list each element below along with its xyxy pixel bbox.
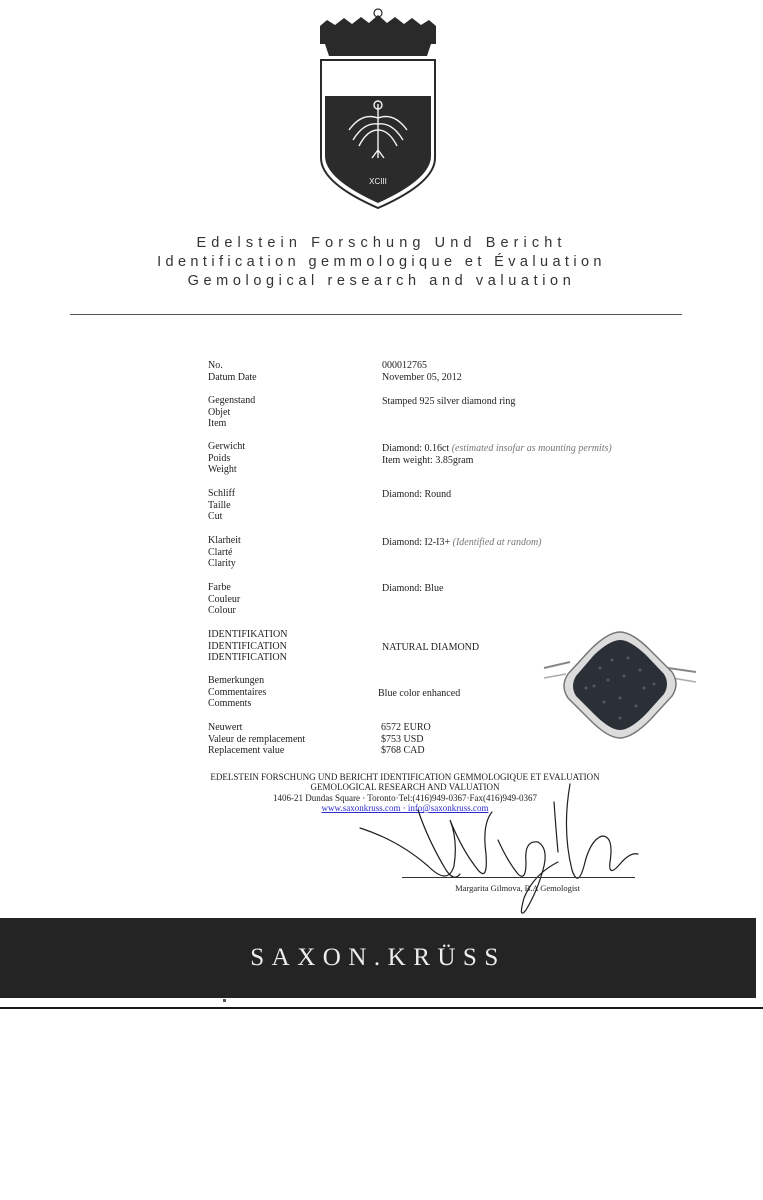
signatory-name: Margarita Gilmova, B.A Gemologist <box>455 883 580 893</box>
page-bottom-rule <box>0 1007 763 1009</box>
field-label: Farbe Couleur Colour <box>208 582 241 617</box>
handwritten-signature <box>358 770 648 920</box>
field-value-cut: Diamond: Round <box>382 489 452 500</box>
brand-banner <box>0 918 756 998</box>
field-value-weight: Diamond: 0.16ct (estimated insofar as mounting permits) Item weight: 3.85gram <box>382 443 612 466</box>
field-value-clarity: Diamond: I2-I3+ (Identified at random) <box>382 537 542 548</box>
field-value-number-date: 000012765 November 05, 2012 <box>382 360 462 383</box>
field-value-item: Stamped 925 silver diamond ring <box>382 396 516 407</box>
footer-web-email-link[interactable]: www.saxonkruss.com · info@saxonkruss.com <box>321 803 489 813</box>
footer-address: 1406-21 Dundas Square · Toronto·Tel:(416)949-0367·Fax(416)949-0367 <box>272 793 538 803</box>
crest-numeral: XCIII <box>369 177 387 186</box>
field-label: Gerwicht Poids Weight <box>208 441 246 476</box>
signature-line <box>402 877 635 878</box>
field-value-colour: Diamond: Blue <box>382 583 444 594</box>
weight-note: (estimated insofar as mounting permits) <box>451 443 612 454</box>
field-label: Klarheit Clarté Clarity <box>208 535 241 570</box>
clarity-note: (Identified at random) <box>452 537 542 548</box>
crest-logo <box>317 8 439 213</box>
scan-speck <box>223 999 226 1002</box>
header-divider <box>70 314 682 315</box>
field-label: IDENTIFIKATION IDENTIFICATION IDENTIFICATION <box>208 629 288 664</box>
field-value-identification: NATURAL DIAMOND <box>382 642 480 653</box>
ring-photo <box>540 628 702 744</box>
footer-company: EDELSTEIN FORSCHUNG UND BERICHT IDENTIFICATION GEMMOLOGIQUE ET EVALUATION <box>210 772 600 782</box>
header-english: Gemological research and valuation <box>187 273 576 289</box>
field-value-comments: Blue color enhanced <box>378 688 461 699</box>
field-label: Gegenstand Objet Item <box>208 395 256 430</box>
field-label: No. Datum Date <box>208 360 257 383</box>
footer-tagline: GEMOLOGICAL RESEARCH AND VALUATION <box>310 782 500 792</box>
field-label: Schliff Taille Cut <box>208 488 236 523</box>
brand-logo-text: SAXON.KRÜSS <box>250 944 506 971</box>
field-label: Neuwert Valeur de remplacement Replacement value <box>208 722 306 757</box>
field-value-replacement: 6572 EURO $753 USD $768 CAD <box>381 722 431 757</box>
field-label: Bemerkungen Commentaires Comments <box>208 675 267 710</box>
crown-icon <box>320 9 436 56</box>
header-german: Edelstein Forschung Und Bericht <box>196 235 567 251</box>
header-french: Identification gemmologique et Évaluation <box>157 254 606 270</box>
